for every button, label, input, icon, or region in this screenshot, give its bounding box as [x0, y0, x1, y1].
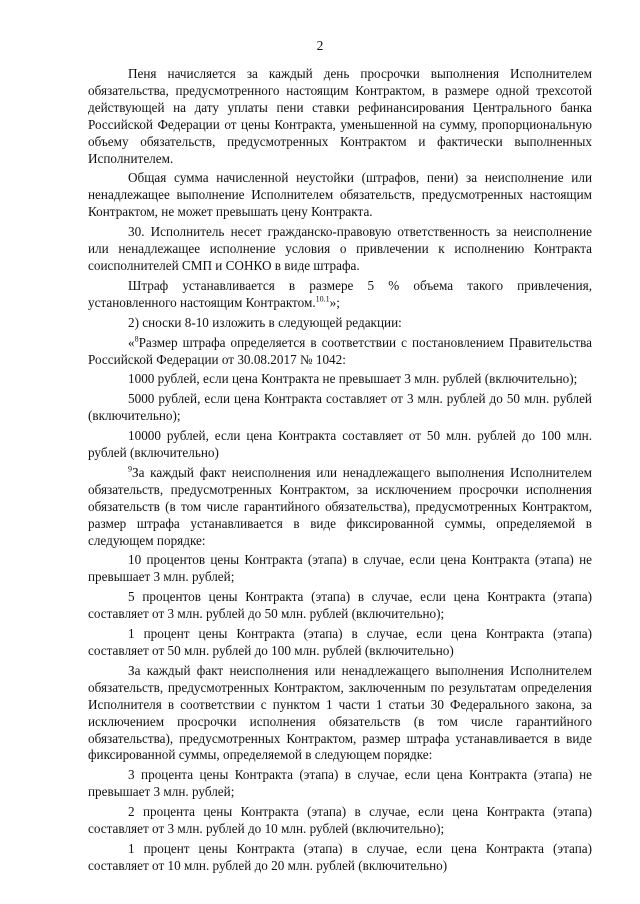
fine-tier-1-percent: 1 процент цены Контракта (этапа) в случае, если цена Контракта (этапа) составляет от 50 млн. рублей до 100 млн. рублей (включительно) [88, 626, 592, 658]
footnote-mark-9: 9 [128, 464, 132, 474]
paragraph-fine-5-percent: Штраф устанавливается в размере 5 % объема такого привлечения, установленного настоящим Контрактом.$^{10.1}$»; [88, 277, 592, 310]
paragraph-total-penalty: Общая сумма начисленной неустойки (штрафов, пени) за неисполнение или ненадлежащее выполнение Исполнителем обязательств, предусмотренных настоящим Контрактом, не может превышать цену Контракта. [88, 170, 592, 220]
smp-tier-3-percent: 3 процента цены Контракта (этапа) в случае, если цена Контракта (этапа) не превышает 3 млн. рублей; [88, 767, 592, 800]
footnote-mark-8: 8 [134, 334, 139, 344]
footnote-8: «$^8$Размер штрафа определяется в соответствии с постановлением Правительства Российской Федерации от 30.08.2017 № 1042: [88, 334, 592, 367]
paragraph-penalty-per-day: Пеня начисляется за каждый день просрочки выполнения Исполнителем обязательства, предусмотренного настоящим Контрактом, в размере одной трехсотой действующей на дату уплаты пени ставки рефинансирования Центрального банка Российской Федерации от цены Контракта, уменьшенной на сумму, пропорциональную объему обязательств, предусмотренных Контрактом и фактически выполненных Исполнителем. [88, 66, 592, 166]
smp-tier-2-percent: 2 процента цены Контракта (этапа) в случае, если цена Контракта (этапа) составляет от 3 млн. рублей до 10 млн. рублей (включительно); [88, 804, 592, 837]
paragraph-clause-30: 30. Исполнитель несет гражданско-правовую ответственность за неисполнение или ненадлежащее исполнение условия о привлечении к исполнению Контракта соисполнителей СМП и СОНКО в виде штрафа. [88, 224, 592, 273]
footnote-9: $^9$За каждый факт неисполнения или ненадлежащего выполнения Исполнителем обязательств, предусмотренных Контрактом, за исключением просрочки исполнения обязательств (в том числе гарантийного обязательства), предусмотренных Контрактом, размер штрафа устанавливается в виде фиксированной суммы, определяемой в следующем порядке: [88, 464, 592, 548]
fine-tier-1000: 1000 рублей, если цена Контракта не превышает 3 млн. рублей (включительно); [128, 371, 578, 387]
fine-tier-10-percent: 10 процентов цены Контракта (этапа) в случае, если цена Контракта (этапа) не превышает 3 млн. рублей; [88, 552, 592, 585]
footnote-ref-10-1: 10.1 [315, 294, 330, 304]
fine-tier-5000: 5000 рублей, если цена Контракта составляет от 3 млн. рублей до 50 млн. рублей (включительно); [88, 391, 592, 424]
paragraph-smp-fines: За каждый факт неисполнения или ненадлежащего выполнения Исполнителем обязательств, предусмотренных Контрактом, заключенным по результатам определения Исполнителя в соответствии с пунктом 1 части 1 статьи 30 Федерального закона, за исключением просрочки исполнения обязательств (в том числе гарантийного обязательства), предусмотренных Контрактом, размер штрафа устанавливается в виде фиксированной суммы, определяемой в следующем порядке: [88, 662, 592, 763]
paragraph-footnotes-amendment: 2) сноски 8-10 изложить в следующей редакции: [128, 314, 402, 330]
fine-tier-10000: 10000 рублей, если цена Контракта составляет от 50 млн. рублей до 100 млн. рублей (включительно) [88, 428, 592, 461]
document-body [88, 66, 592, 875]
fine-tier-5-percent: 5 процентов цены Контракта (этапа) в случае, если цена Контракта (этапа) составляет от 3 млн. рублей до 50 млн. рублей (включительно); [88, 589, 592, 622]
page-number: 2 [316, 38, 324, 53]
smp-tier-1-percent: 1 процент цены Контракта (этапа) в случае, если цена Контракта (этапа) составляет от 10 млн. рублей до 20 млн. рублей (включительно) [88, 840, 592, 873]
